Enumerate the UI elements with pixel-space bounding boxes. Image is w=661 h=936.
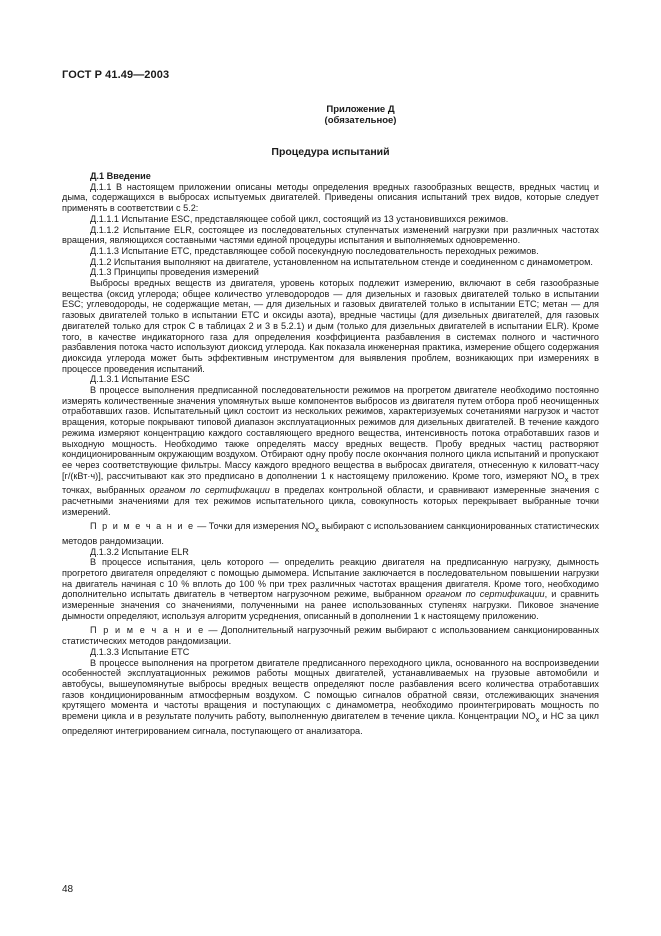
section-heading-d1: Д.1 Введение: [90, 171, 151, 181]
paragraph-d13: Д.1.3 Принципы проведения измерений: [90, 267, 259, 278]
esc-text-b: в трех точках, выбранных: [62, 470, 600, 496]
paragraph-d112: Д.1.1.2 Испытание ELR, состоящее из последовательных ступенчатых изменений нагрузки при различных частотах вращения, являющихся составными частями единой процедуры испытания и выполняемых одновременно.: [62, 224, 599, 246]
standard-header: ГОСТ Р 41.49—2003: [62, 69, 170, 81]
nox-subscript: x: [564, 474, 569, 484]
etc-text-b: и HC за цикл определяют интегрированием сигнала, поступающего от анализатора.: [62, 711, 599, 736]
note-label: П р и м е ч а н и е: [90, 625, 205, 636]
paragraph-etc: [62, 658, 599, 737]
document-body: [62, 171, 599, 736]
nox-subscript: x: [535, 714, 540, 724]
annex-title: Приложение Д: [326, 104, 395, 115]
elr-italic: органом по сертификации: [425, 589, 545, 600]
etc-text-a: В процессе выполнения на прогретом двигателе предписанного переходного цикла, основанного на воспроизведении особенностей эксплуатационных режимов работы мощных двигателей, устанавливаемых на грузовые автомобили и автобусы, вышеупомянутые выбросы вредных веществ определяют после разбавления всего количества отработавших газов кондиционированным атмосферным воздухом. С помощью сигналов обратной связи, отслеживающих значения крутящего момента и частоты вращения и поступающих с динамометра, необходимо проинтегрировать мощность по времени цикла и в результате получить работу, выполненную двигателем в течение цикла. Концентрации NO: [62, 657, 599, 722]
note-2-text: — Дополнительный нагрузочный режим выбирают с использованием санкционированных статистических методов рандомизации.: [62, 625, 600, 647]
note-1-text-b: выбирают с использованием санкционированных статистических методов рандомизации.: [62, 521, 600, 546]
page-number: 48: [62, 884, 74, 895]
elr-text-b: , и сравнить измеренные значения со значениями, полученными на ранее использованных ступенях нагрузки. Пиковое значение дымности определяют, используя алгоритм усреднения, описанный в дополнении 1 к настоящему приложению.: [62, 589, 599, 621]
annex-status: (обязательное): [324, 115, 397, 126]
annex-heading: [0, 104, 661, 126]
paragraph-elr: [62, 557, 599, 621]
paragraph-d11: Д.1.1 В настоящем приложении описаны методы определения вредных газообразных веществ, вредных частиц и дыма, содержащихся в выбросах испытуемых двигателей. Приведены описания испытаний трех видов, которые следует применять в соответствии с 5.2:: [62, 181, 599, 214]
paragraph-d12: Д.1.2 Испытания выполняют на двигателе, установленном на испытательном стенде и соединенном с динамометром.: [90, 256, 593, 267]
paragraph-d132: Д.1.3.2 Испытание ELR: [90, 546, 189, 557]
paragraph-d113: Д.1.1.3 Испытание ETC, представляющее собой посекундную последовательность переходных режимов.: [90, 245, 539, 256]
note-label: П р и м е ч а н и е: [90, 521, 195, 532]
paragraph-d131: Д.1.3.1 Испытание ESC: [90, 374, 190, 385]
esc-text-a: В процессе выполнения предписанной последовательности режимов на прогретом двигателе необходимо постоянно измерять количественные значения упомянутых выше компонентов выбросов из двигателя путем отбора проб неочищенных отработавших газов. Испытательный цикл состоит из нескольких режимов, характеризуемых сочетаниями нагрузок и частот вращения, которые покрывают типовой диапазон эксплуатационных режимов для дизельных двигателей. В течение каждого режима измеряют концентрацию каждого составляющего вредного вещества, интенсивность потока отработавших газов и выходную мощность. Необходимо также определять массу вредных веществ. Пробу вредных частиц растворяют кондиционированным окружающим воздухом. Отбирают одну пробу после окончания полного цикла испытаний и пропускают ее через соответствующие фильтры. Массу каждого вредного вещества в выбросах двигателя, отнесенную к киловатт-часу [г/(кВт·ч)], рассчитывают как это предписано в дополнении 1 к настоящему приложению. Кроме того, измеряют NO: [62, 385, 599, 481]
esc-text-c: в пределах контрольной области, и сравнивают измеренные значения с расчетными значениями для тех режимов испытательного цикла, совокупность которых перекрывает выбранные точки измерений.: [62, 485, 600, 517]
paragraph-emissions: Выбросы вредных веществ из двигателя, уровень которых подлежит измерению, включают в себя газообразные вещества (оксид углерода; общее количество углеводородов — для дизельных и газовых двигателей только в испытании ESC; углеводороды, не содержащие метан, — для дизельных и газовых двигателей только в испытании ETC; метан — для газовых двигателей только в испытании ETC и оксиды азота), вредные частицы (для дизельных двигателей, для газовых двигателей только для строк С в таблицах 2 и 3 в 5.2.1) и дым (только для дизельных двигателей в испытании ELR). Кроме того, в качестве индикаторного газа для определения коэффициента разбавления в системах полного и частичного разбавления потока часто используют диоксид углерода. Как показала инженерная практика, измерение общего содержания диоксида углерода может быть эффективным инструментом для выявления проблем, возникающих при измерениях в процессе проведения испытаний.: [62, 278, 599, 374]
note-2: [62, 625, 599, 646]
paragraph-d111: Д.1.1.1 Испытание ESC, представляющее собой цикл, состоящий из 13 установившихся режимов.: [90, 213, 509, 224]
paragraph-d133: Д.1.3.3 Испытание ETC: [90, 646, 190, 657]
note-1: [62, 521, 599, 546]
note-1-text-a: — Точки для измерения NO: [194, 521, 316, 532]
paragraph-esc: [62, 385, 599, 517]
page-title: Процедура испытаний: [271, 146, 390, 158]
esc-italic: органом по сертификации: [149, 485, 270, 496]
nox-subscript: x: [315, 525, 319, 535]
elr-text-a: В процессе испытания, цель которого — определить реакцию двигателя на предписанную нагрузку, дымность прогретого двигателя определяют с помощью дымомера. Испытание заключается в последовательном повышении нагрузки на двигатель начиная с 10 % вплоть до 100 % при трех различных частотах вращения двигателя. Кроме того, необходимо дополнительно испытать двигатель в четвертом нагрузочном режиме, выбранном: [62, 557, 599, 600]
